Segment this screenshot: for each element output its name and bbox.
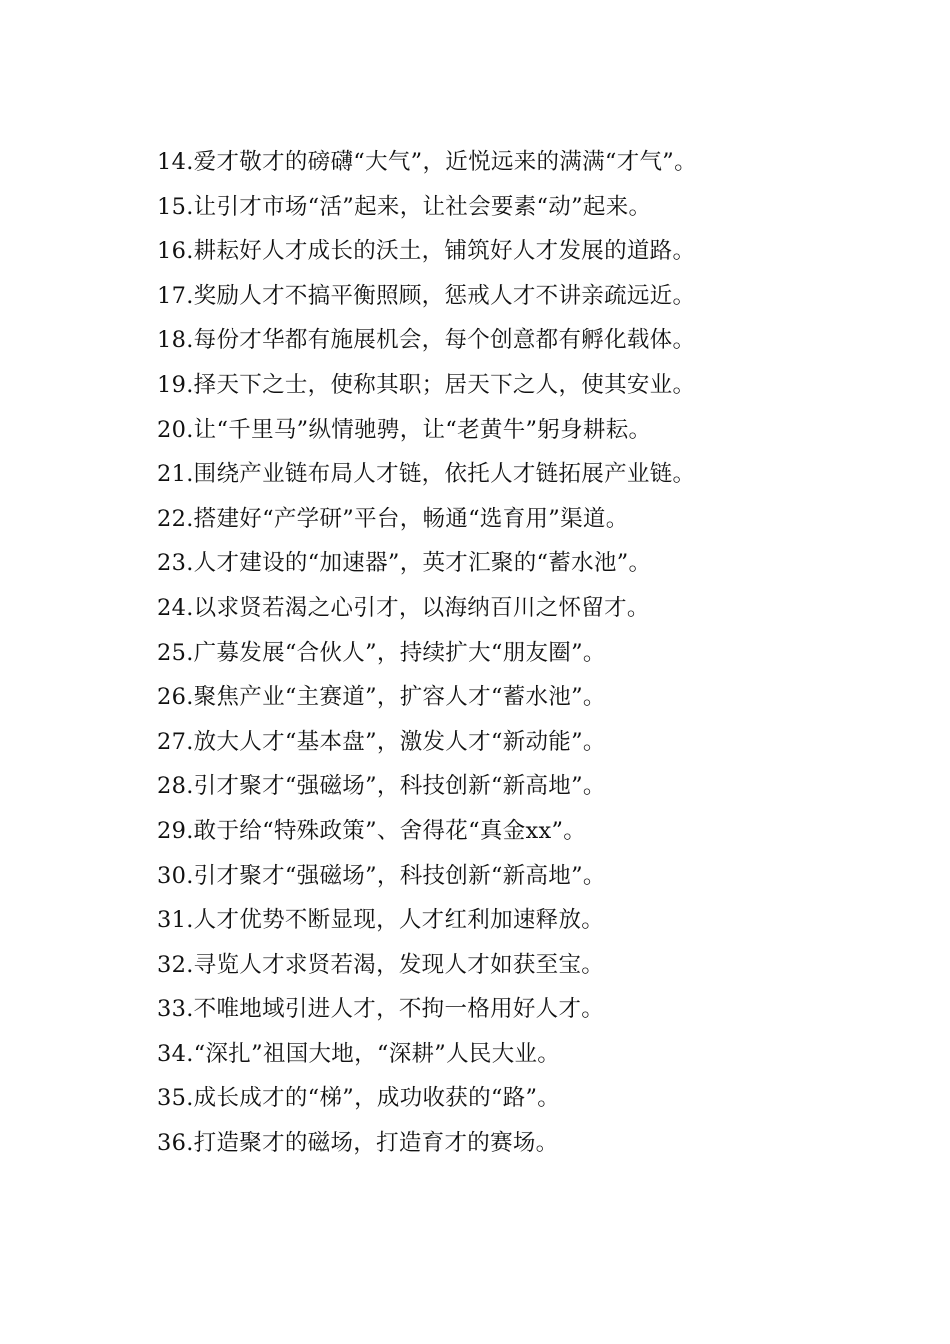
list-item: 24.以求贤若渴之心引才，以海纳百川之怀留才。: [157, 594, 650, 621]
list-item: 36.打造聚才的磁场，打造育才的赛场。: [157, 1130, 559, 1157]
list-item: 26.聚焦产业“主赛道”，扩容人才“蓄水池”。: [157, 684, 606, 711]
list-item: 30.引才聚才“强磁场”，科技创新“新高地”。: [157, 862, 606, 889]
list-item: 14.爱才敬才的磅礴“大气”，近悦远来的满满“才气”。: [157, 149, 697, 175]
list-item: 20.让“千里马”纵情驰骋，让“老黄牛”躬身耕耘。: [157, 416, 652, 443]
list-item: 32.寻览人才求贤若渴，发现人才如获至宝。: [157, 951, 605, 978]
list-item: 28.引才聚才“强磁场”，科技创新“新高地”。: [157, 773, 606, 800]
list-item: 27.放大人才“基本盘”，激发人才“新动能”。: [157, 728, 606, 755]
list-item: 21.围绕产业链布局人才链，依托人才链拓展产业链。: [157, 461, 696, 488]
list-item: 18.每份才华都有施展机会，每个创意都有孵化载体。: [157, 327, 696, 354]
list-item: 15.让引才市场“活”起来，让社会要素“动”起来。: [157, 193, 652, 220]
list-item: 34.“深扎”祖国大地，“深耕”人民大业。: [157, 1040, 561, 1067]
list-item: 33.不唯地域引进人才，不拘一格用好人才。: [157, 996, 605, 1023]
list-item: 16.耕耘好人才成长的沃土，铺筑好人才发展的道路。: [157, 238, 696, 265]
list-item: 29.敢于给“特殊政策”、舍得花“真金xx”。: [157, 817, 587, 844]
list-item: 23.人才建设的“加速器”，英才汇聚的“蓄水池”。: [157, 550, 652, 577]
list-item: 22.搭建好“产学研”平台，畅通“选育用”渠道。: [157, 505, 629, 532]
list-item: 31.人才优势不断显现，人才红利加速释放。: [157, 907, 605, 934]
list-item: 17.奖励人才不搞平衡照顾，惩戒人才不讲亲疏远近。: [157, 282, 696, 309]
list-item: 19.择天下之士，使称其职；居天下之人，使其安业。: [157, 371, 696, 398]
slogan-list: [157, 140, 937, 1166]
list-item: 35.成长成才的“梯”，成功收获的“路”。: [157, 1085, 561, 1112]
list-item: 25.广募发展“合伙人”，持续扩大“朋友圈”。: [157, 639, 606, 666]
